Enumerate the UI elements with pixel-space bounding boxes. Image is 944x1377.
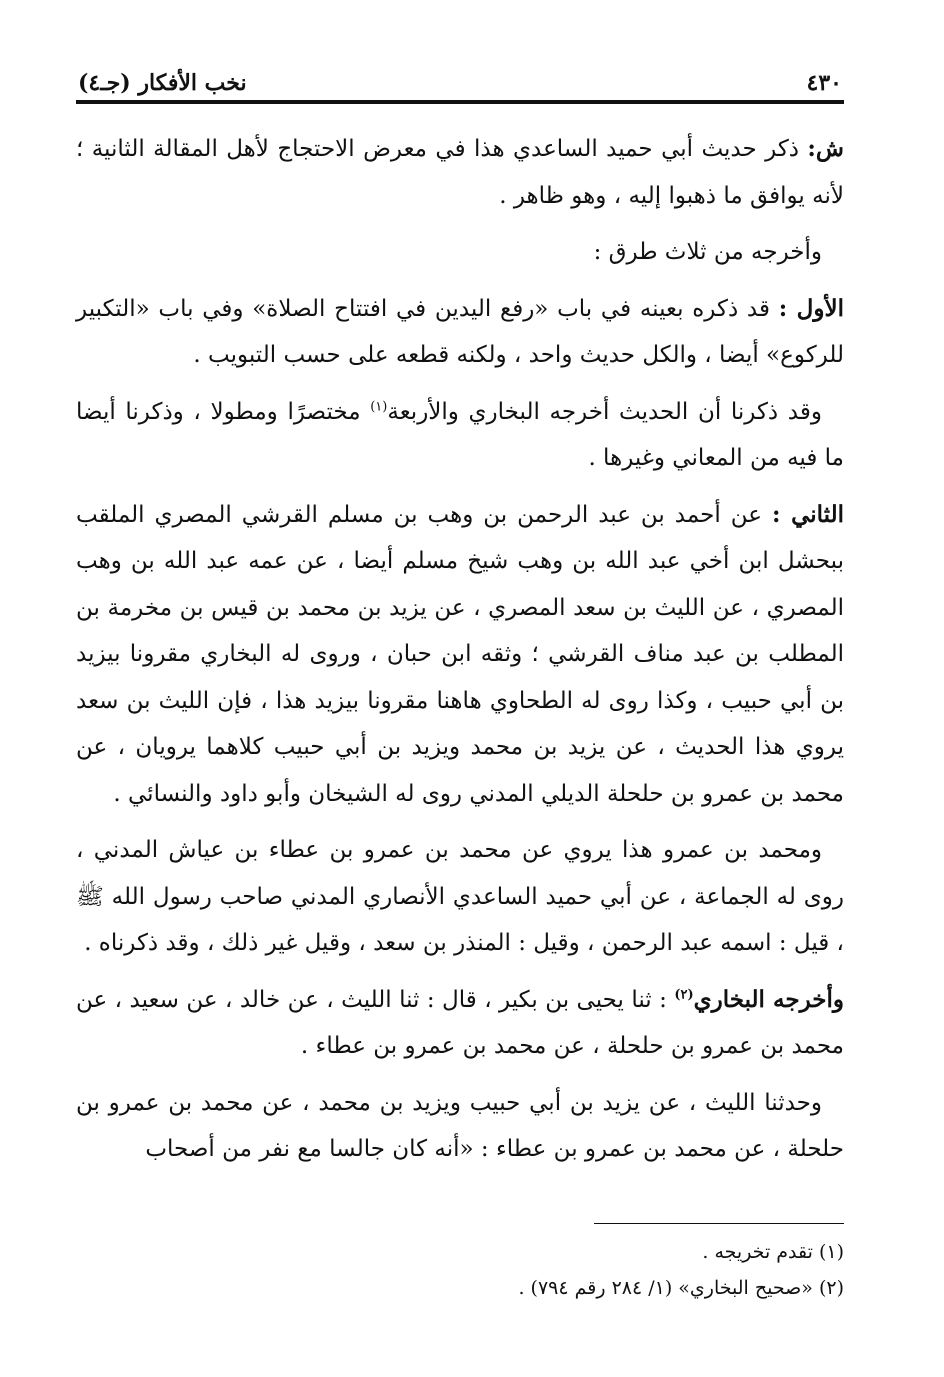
footnote-2: (٢) «صحيح البخاري» (١/ ٢٨٤ رقم ٧٩٤) . [518, 1277, 844, 1299]
paragraph-text: عن أحمد بن عبد الرحمن بن وهب بن مسلم القرشي المصري الملقب ببحشل ابن أخي عبد الله بن وهب شيخ مسلم أيضا ، عن عمه عبد الله بن وهب المصري ، عن الليث بن سعد المصري ، عن يزيد بن محمد بن قيس بن مخرمة بن المطلب بن عبد مناف القرشي ؛ وثقه ابن حبان ، وروى له البخاري مقرونا بيزيد بن أبي حبيب ، وكذا روى له الطحاوي هاهنا مقرونا بيزيد هذا ، فإن الليث بن سعد يروي هذا الحديث ، عن يزيد بن محمد ويزيد بن أبي حبيب كلاهما يرويان ، عن محمد بن عمرو بن حلحلة الديلي المدني روى له الشيخان وأبو داود والنسائي . [76, 501, 844, 807]
paragraph-text: ومحمد بن عمرو هذا يروي عن محمد بن عمرو بن عطاء بن عياش المدني ، روى له الجماعة ، عن أبي حميد الساعدي الأنصاري المدني صاحب رسول الله ﷺ ، قيل : اسمه عبد الرحمن ، وقيل : المنذر بن سعد ، وقيل غير ذلك ، وقد ذكرناه . [76, 837, 844, 956]
footnotes [76, 1234, 844, 1306]
footnote-1: (١) تقدم تخريجه . [702, 1241, 844, 1263]
paragraph-text-continued: مختصرًا ومطولا ، وذكرنا أيضا ما فيه من المعاني وغيرها . [76, 398, 844, 471]
running-title: نخب الأفكار (جـ٤) [78, 70, 247, 96]
paragraph-narrator [76, 827, 844, 967]
footnote-ref-1: (١) [370, 398, 388, 414]
paragraph-text: وقد ذكرنا أن الحديث أخرجه البخاري والأربعة [387, 398, 822, 425]
footnote-rule [594, 1223, 844, 1224]
paragraph-second-route [76, 492, 844, 818]
paragraph-first-route [76, 286, 844, 379]
paragraph-lead: ش: [807, 135, 844, 162]
paragraph-mention [76, 389, 844, 482]
paragraph-text: ذكر حديث أبي حميد الساعدي هذا في معرض الاحتجاج لأهل المقالة الثانية ؛ لأنه يوافق ما ذهبوا إليه ، وهو ظاهر . [76, 136, 844, 209]
paragraph-text: وحدثنا الليث ، عن يزيد بن أبي حبيب ويزيد بن محمد ، عن محمد بن عمرو بن حلحلة ، عن محمد بن عمرو بن عطاء : «أنه كان جالسا مع نفر من أصحاب [76, 1089, 844, 1162]
footnote-ref-2: (٢) [674, 986, 694, 1002]
header-rule [76, 100, 844, 104]
paragraph-commentary [76, 126, 844, 219]
paragraph-hadith [76, 1080, 844, 1173]
paragraph-lead: وأخرجه البخاري [693, 985, 845, 1013]
page-number: ٤٣٠ [806, 70, 842, 96]
paragraph-text: : ثنا يحيى بن بكير ، قال : ثنا الليث ، عن خالد ، عن سعيد ، عن محمد بن عمرو بن حلحلة ، عن محمد بن عمرو بن عطاء . [76, 986, 844, 1059]
paragraph-bukhari [76, 977, 844, 1070]
paragraph-lead: الثاني : [771, 500, 845, 528]
paragraph-routes [76, 229, 844, 276]
running-header [76, 56, 844, 96]
book-page [76, 56, 845, 1299]
paragraph-text: قد ذكره بعينه في باب «رفع اليدين في افتتاح الصلاة» وفي باب «التكبير للركوع» أيضا ، والكل حديث واحد ، ولكنه قطعه على حسب التبويب . [76, 295, 844, 368]
main-text [76, 126, 844, 1173]
paragraph-lead: الأول : [778, 294, 844, 322]
paragraph-text: وأخرجه من ثلاث طرق : [593, 239, 822, 265]
